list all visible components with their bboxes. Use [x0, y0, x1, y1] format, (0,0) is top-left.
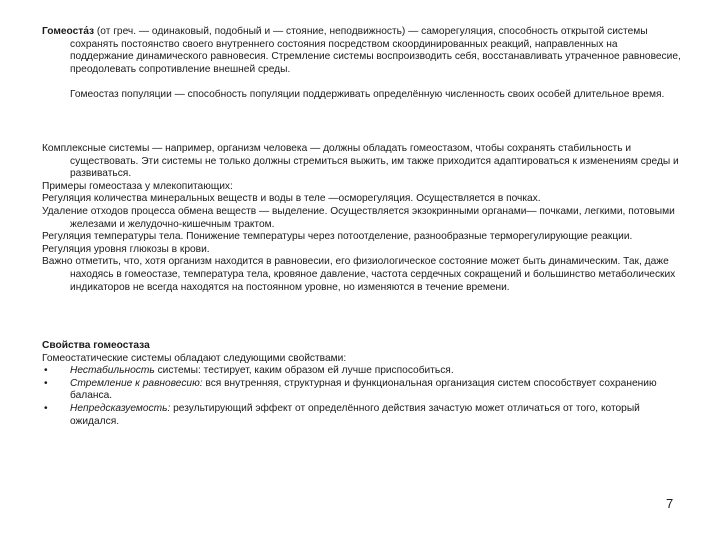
property-term: Стремление к равновесию: — [70, 377, 203, 389]
paragraph-glucose: Регуляция уровня глюкозы в крови. — [42, 243, 210, 255]
population-paragraph: Гомеостаз популяции — способность популяции поддерживать определённую численность своих особей длительное время. — [70, 89, 665, 100]
properties-heading: Свойства гомеостаза — [42, 340, 150, 351]
definition-text: (от греч. — одинаковый, подобный и — стояние, неподвижность) — саморегуляция, способность открытой системы сохранять постоянство своего внутреннего состояния посредством скоординированных реакций, направленных на поддержание динамического равновесия. Стремление системы воспроизводить себя, восстанавливать утраченное равновесие, преодолевать сопротивление внешней среды. — [70, 26, 681, 75]
bullet-icon: • — [44, 365, 48, 377]
property-term: Нестабильность — [70, 365, 155, 377]
page-number: 7 — [666, 496, 674, 511]
property-text: результирующий эффект от определённого действия зачастую может отличаться от того, который ожидался. — [70, 402, 640, 427]
properties-section — [42, 340, 682, 428]
property-text: системы: тестирует, каким образом ей лучше приспособиться. — [154, 365, 454, 377]
paragraph-examples-heading: Примеры гомеостаза у млекопитающих: — [42, 180, 233, 192]
paragraph-dynamic-state: Важно отметить, что, хотя организм находится в равновесии, его физиологическое состояние может быть динамическим. Так, даже находясь в гомеостазе, температура тела, кровяное давление, частота сердечных сокращений и большинство метаболических индикаторов не всегда находятся на постоянном уровне, но изменяются в течение времени. — [42, 256, 676, 293]
definition-term: Гомеоста́з — [42, 26, 95, 37]
bullet-icon: • — [44, 402, 48, 414]
paragraph-excretion: Удаление отходов процесса обмена веществ — выделение. Осуществляется экзокринными органами— почками, легкими, потовыми железами и желудочно-кишечным трактом. — [42, 205, 675, 230]
list-item — [42, 378, 682, 403]
list-item — [42, 365, 682, 378]
population-section — [42, 89, 682, 102]
definition-paragraph — [42, 26, 682, 76]
property-term: Непредсказуемость: — [70, 402, 171, 414]
property-text: вся внутренняя, структурная и функциональная организация систем способствует сохранению баланса. — [70, 377, 657, 402]
main-paragraphs — [42, 143, 682, 294]
properties-intro: Гомеостатические системы обладают следующими свойствами: — [42, 352, 347, 364]
list-item — [42, 403, 682, 428]
paragraph-thermoregulation: Регуляция температуры тела. Понижение температуры через потоотделение, разнообразные терморегулирующие реакции. — [42, 231, 633, 243]
bullet-icon: • — [44, 377, 48, 389]
definition-section — [42, 26, 682, 76]
paragraph-osmoregulation: Регуляция количества минеральных веществ и воды в теле —осморегуляция. Осуществляется в почках. — [42, 193, 541, 205]
paragraph-complex-systems: Комплексные системы — например, организм человека — должны обладать гомеостазом, чтобы сохранять стабильность и существовать. Эти системы не только должны стремиться выжить, им также приходится адаптироваться к изменениям среды и развиваться. — [42, 143, 679, 180]
